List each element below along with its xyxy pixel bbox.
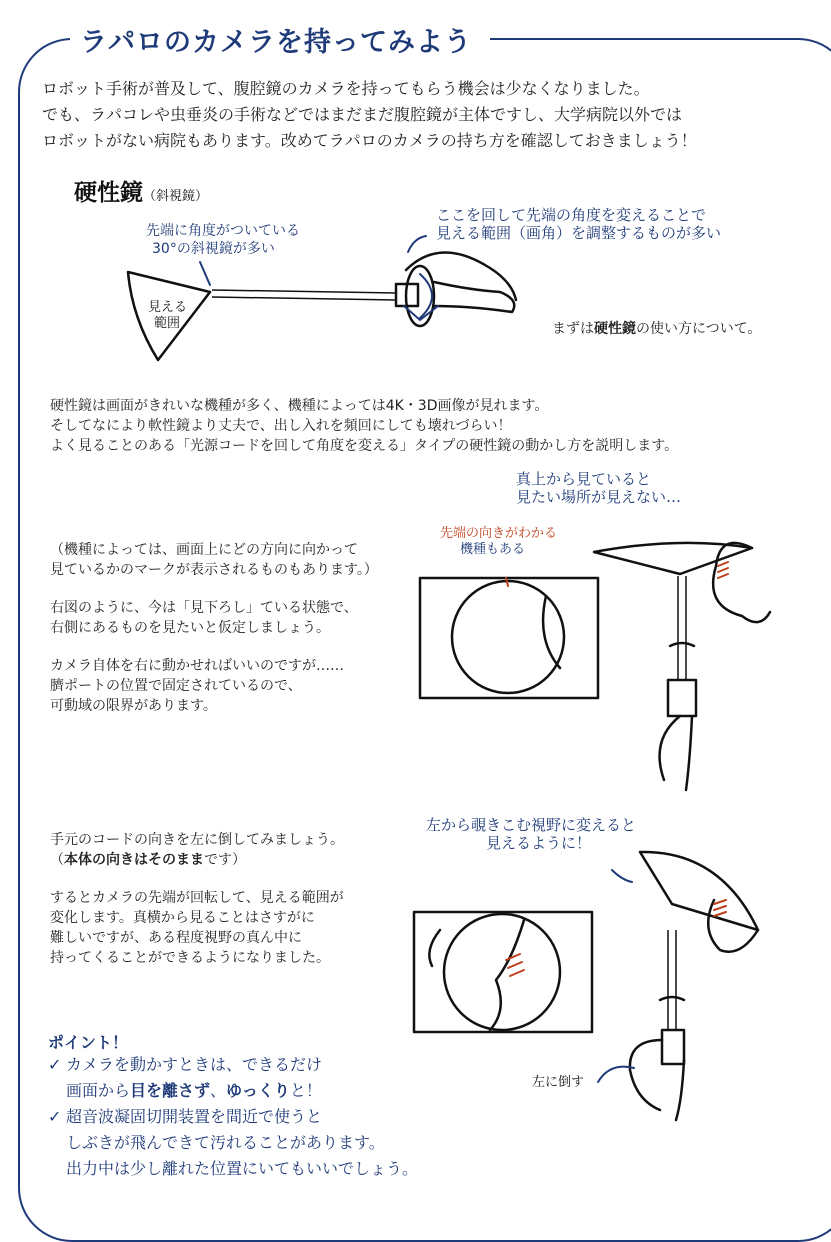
organ-edge bbox=[490, 920, 524, 1030]
para-line: 見ているかのマークが表示されるものもあります。） bbox=[50, 562, 378, 578]
point-text: と！ bbox=[289, 1081, 322, 1100]
para-bold: 本体の向きはそのまま bbox=[64, 852, 204, 868]
para-line: するとカメラの先端が回転して、見える範囲が bbox=[50, 890, 344, 906]
note-line: ここを回して先端の角度を変えることで bbox=[436, 206, 707, 224]
fov-label-line: 見える bbox=[148, 300, 188, 315]
point-line: 出力中は少し離れた位置にいてもいいでしょう。 bbox=[66, 1159, 419, 1178]
point-item bbox=[48, 1052, 322, 1104]
intro-line: ロボット手術が普及して、腹腔鏡のカメラを持ってもらう機会は少なくなりました。 bbox=[42, 79, 650, 98]
desc-line: 硬性鏡は画面がきれいな機種が多く、機種によっては4K・3D画像が見れます。 bbox=[50, 398, 549, 414]
para-line: カメラ自体を右に動かせればいいのですが…… bbox=[50, 658, 344, 674]
scope-body bbox=[662, 1030, 684, 1064]
para-line: 右図のように、今は「見下ろし」ている状態で、 bbox=[50, 600, 358, 616]
point-text: カメラを動かすときは、できるだけ bbox=[66, 1055, 323, 1074]
para-line: 手元のコードの向きを左に倒してみましょう。 bbox=[50, 832, 344, 848]
note-line: 見たい場所が見えない… bbox=[516, 488, 682, 506]
desc-line: そしてなにより軟性鏡より丈夫で、出し入れを頻回にしても壊れづらい！ bbox=[50, 418, 512, 434]
note-line: 見えるように！ bbox=[486, 834, 592, 852]
para-line: 難しいですが、ある程度視野の真ん中に bbox=[50, 930, 302, 946]
note-arrow bbox=[612, 870, 632, 882]
tilt-arrow bbox=[598, 1067, 634, 1082]
note-line: 先端の向きがわかる bbox=[440, 526, 558, 541]
caption-text: まずは bbox=[552, 321, 594, 337]
tilt-label: 左に倒す bbox=[532, 1075, 585, 1090]
point-bold: 目を離さず bbox=[130, 1081, 211, 1100]
note-line: 30°の斜視鏡が多い bbox=[152, 241, 275, 257]
note-line: 先端に角度がついている bbox=[146, 223, 300, 239]
point-text: 、 bbox=[210, 1081, 227, 1100]
caption-bold: 硬性鏡 bbox=[594, 321, 636, 337]
organ-mark bbox=[714, 900, 726, 916]
heading-sub: （斜視鏡） bbox=[143, 189, 209, 204]
desc-line: よく見ることのある「光源コードを回して角度を変える」タイプの硬性鏡の動かし方を説明します。 bbox=[50, 438, 679, 454]
points-title: ポイント！ bbox=[48, 1033, 129, 1052]
organ-outline bbox=[708, 900, 758, 952]
scope-eyepiece bbox=[676, 1060, 684, 1120]
heading-main: 硬性鏡 bbox=[74, 180, 143, 206]
note-line: 真上から見ていると bbox=[516, 470, 652, 488]
point-text: 画面から bbox=[66, 1081, 131, 1100]
caption-text: の使い方について。 bbox=[636, 321, 762, 337]
light-cord bbox=[630, 1040, 662, 1110]
intro-line: ロボットがない病院もあります。改めてラパロのカメラの持ち方を確認しておきましょう！ bbox=[42, 131, 697, 150]
para-text: （ bbox=[50, 852, 64, 868]
fov-label-line: 範囲 bbox=[154, 316, 181, 331]
note-line: 見える範囲（画角）を調整するものが多い bbox=[436, 224, 722, 242]
point-bold: ゆっくり bbox=[226, 1081, 290, 1100]
note-line: 機種もある bbox=[460, 542, 526, 557]
page-title: ラパロのカメラを持ってみよう bbox=[80, 27, 472, 58]
point-line: しぶきが飛んできて汚れることがあります。 bbox=[66, 1133, 385, 1152]
para-line: （機種によっては、画面上にどの方向に向かって bbox=[50, 542, 358, 558]
point-line bbox=[48, 1078, 322, 1104]
break-mark bbox=[660, 997, 684, 1000]
para-line: 臍ポートの位置で固定されているので、 bbox=[50, 678, 302, 694]
intro-line: でも、ラパコレや虫垂炎の手術などではまだまだ腹腔鏡が主体ですし、大学病院以外では bbox=[42, 105, 683, 124]
note-line: 左から覗きこむ視野に変えると bbox=[426, 816, 637, 834]
para-line: 持ってくることができるようになりました。 bbox=[50, 950, 330, 966]
para-line: 可動域の限界があります。 bbox=[50, 698, 217, 714]
para-text: です） bbox=[204, 852, 246, 868]
para-line: 右側にあるものを見たいと仮定しましょう。 bbox=[50, 620, 330, 636]
check-icon: ✓ bbox=[48, 1055, 62, 1074]
para-line: 変化します。真横から見ることはさすがに bbox=[50, 910, 315, 926]
point-text: 超音波凝固切開装置を間近で使うと bbox=[66, 1107, 323, 1126]
check-icon: ✓ bbox=[48, 1107, 62, 1126]
point-item bbox=[48, 1104, 418, 1182]
rotate-arrow bbox=[429, 930, 440, 966]
fov-cone bbox=[640, 852, 758, 930]
